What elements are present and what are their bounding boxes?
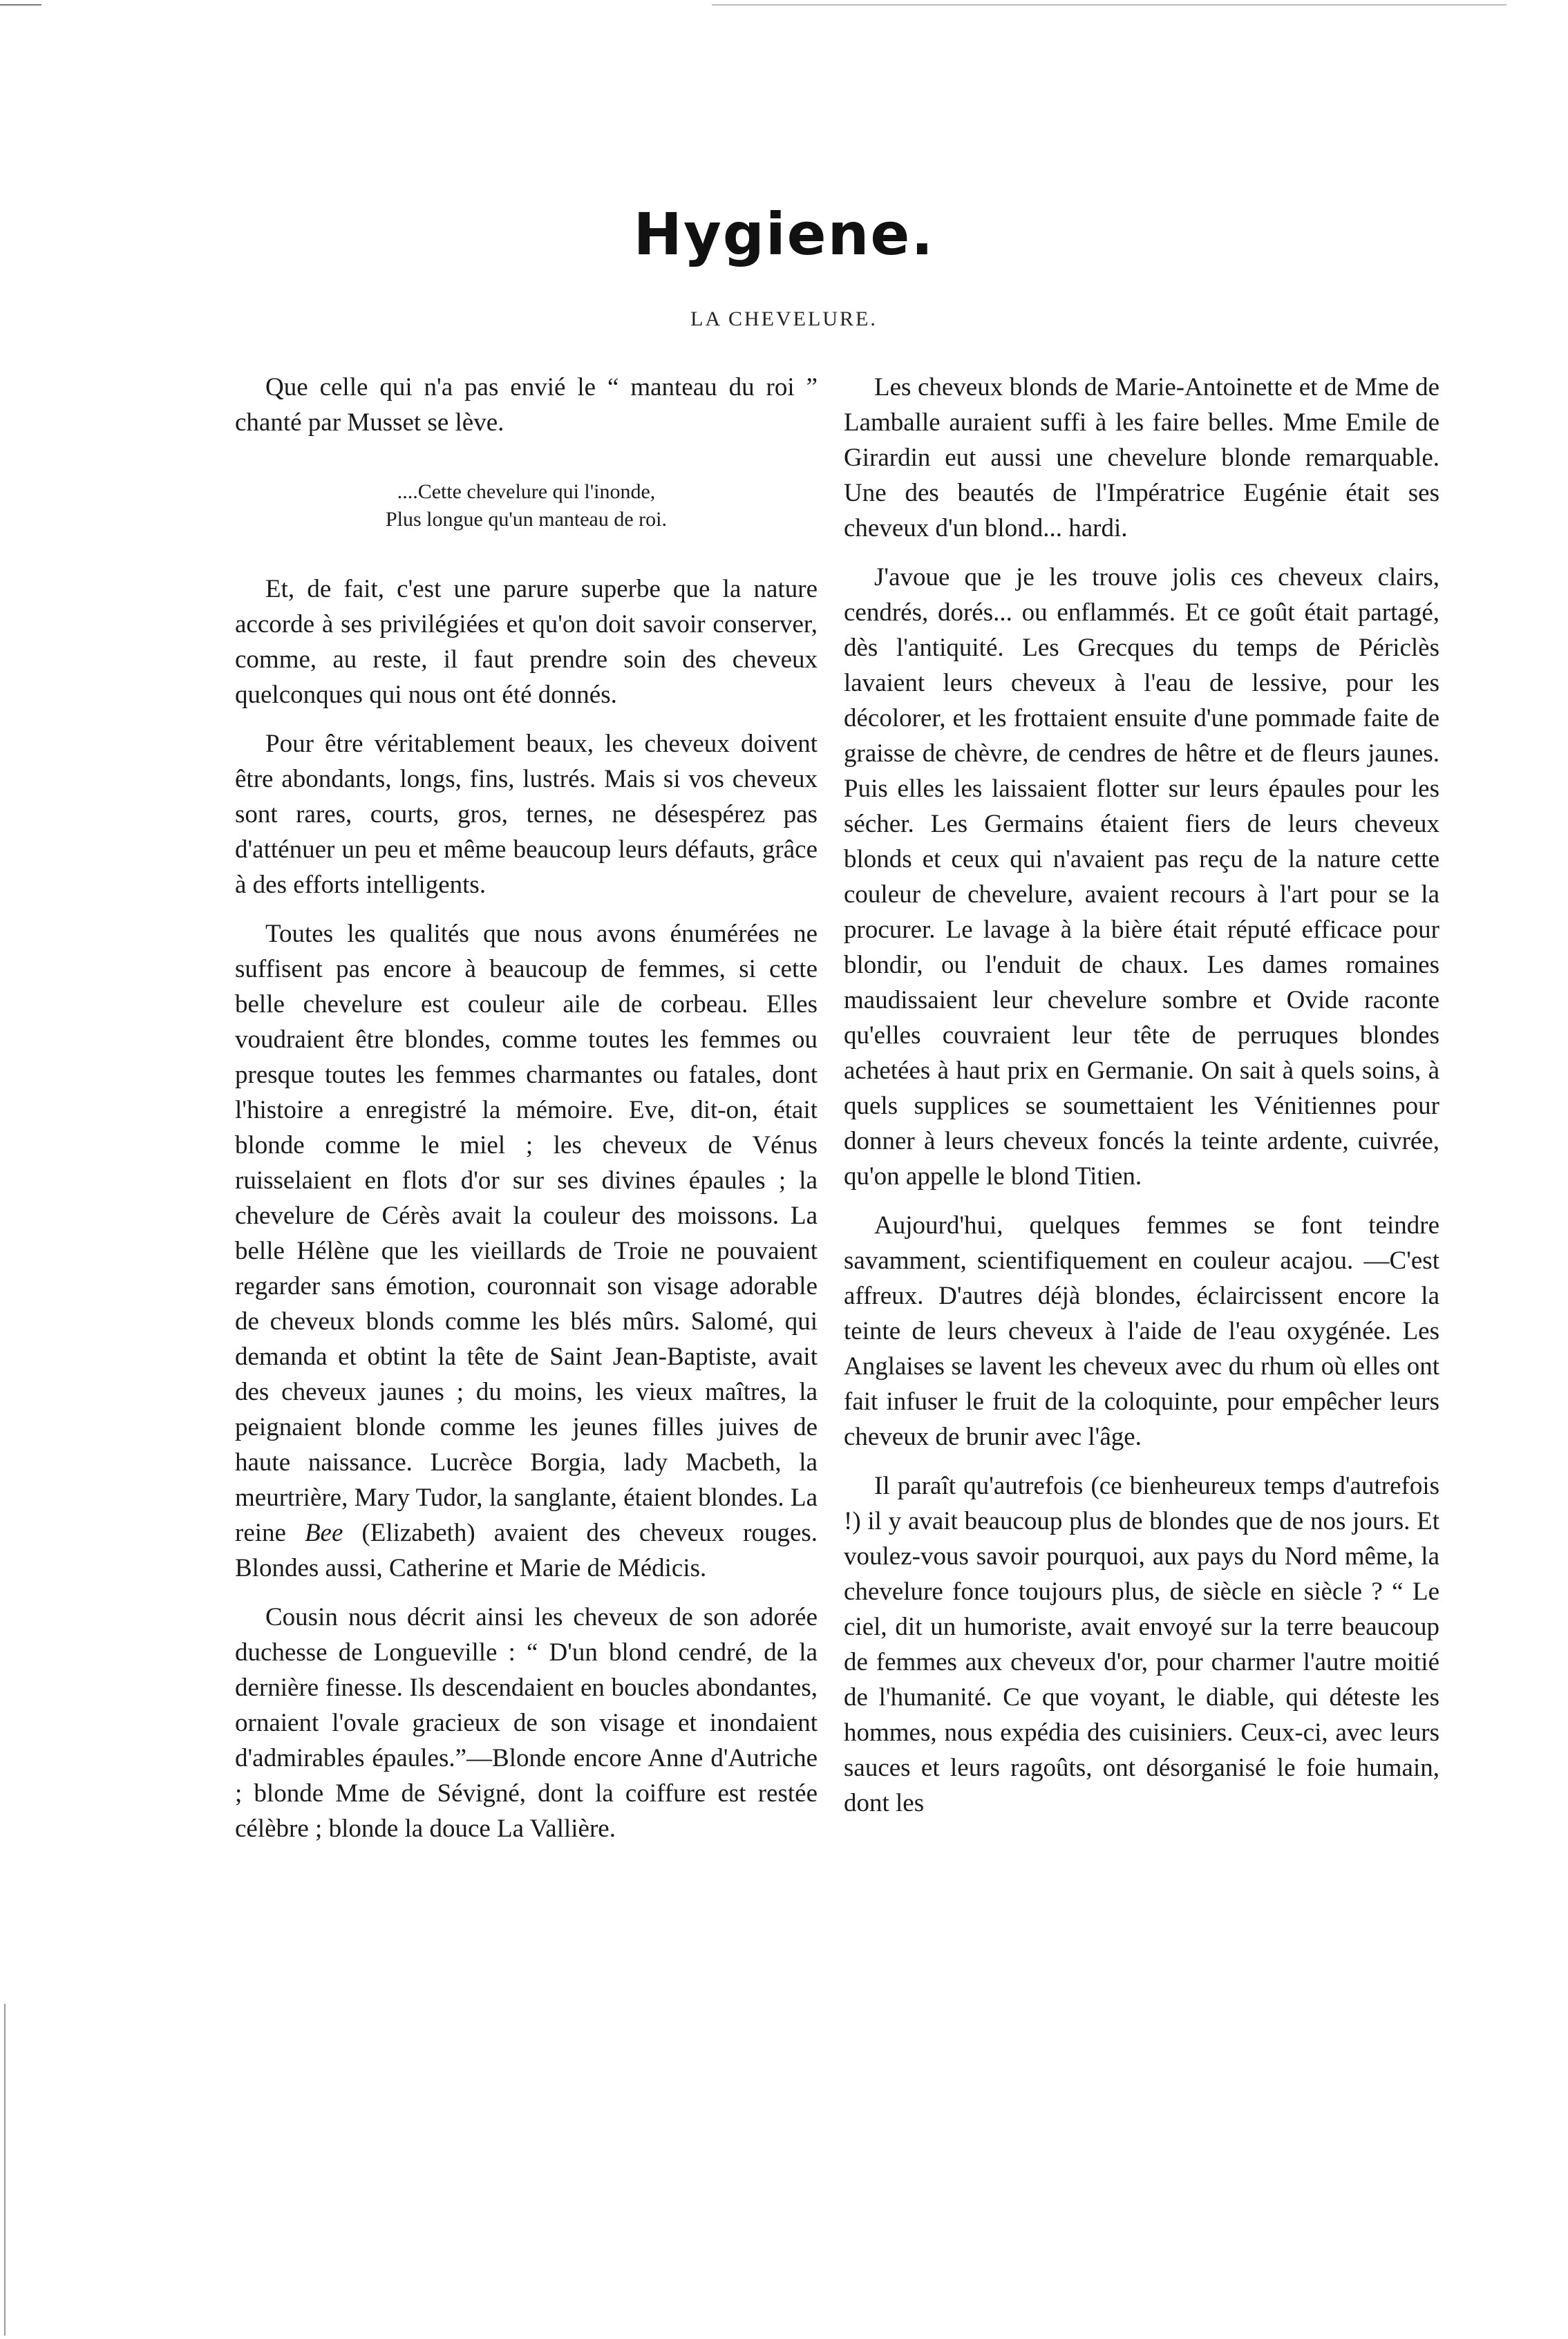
verse-quote xyxy=(235,478,818,533)
paragraph: J'avoue que je les trouve jolis ces cheveux clairs, cendrés, dorés... ou enflammés. Et ce goût était partagé, dès l'antiquité. Les Grecques du temps de Périclès lavaient leurs cheveux à l'eau de lessive, pour les décolorer, et les frottaient ensuite d'une pommade faite de graisse de chèvre, de cendres de hêtre et de fleurs jaunes. Puis elles les laissaient flotter sur leurs épaules pour les sécher. Les Germains étaient fiers de leurs cheveux blonds et ceux qui n'avaient pas reçu de la nature cette couleur de chevelure, avaient recours à l'art pour se la procurer. Le lavage à la bière était réputé efficace pour blondir, ou l'enduit de chaux. Les dames romaines maudissaient leur chevelure sombre et Ovide raconte qu'elles couvraient leur tête de perruques blondes achetées à haut prix en Germanie. On sait à quels soins, à quels supplices se soumettaient les Vénitiennes pour donner à leurs cheveux foncés la teinte ardente, cuivrée, qu'on appelle le blond Titien. xyxy=(844,563,1439,1191)
right-column xyxy=(844,370,1439,1821)
top-edge-rule xyxy=(0,4,41,6)
paragraph: Les cheveux blonds de Marie-Antoinette et de Mme de Lamballe auraient suffi à les faire belles. Mme Emile de Girardin eut aussi une chevelure blonde remarquable. Une des beautés de l'Impératrice Eugénie était ses cheveux d'un blond... hardi. xyxy=(844,373,1439,542)
quote-line: Plus longue qu'un manteau de roi. xyxy=(385,508,667,531)
top-edge-rule xyxy=(712,4,1506,6)
paragraph-text: Toutes les qualités que nous avons énumérées ne suffisent pas encore à beaucoup de femmes, si cette belle chevelure est couleur aile de corbeau. Elles voudraient être blondes, comme toutes les femmes ou presque toutes les femmes charmantes ou fatales, dont l'histoire a enregistré la mémoire. Eve, dit-on, était blonde comme le miel ; les cheveux de Vénus ruisselaient en flots d'or sur ses divines épaules ; la chevelure de Cérès avait la couleur des moissons. La belle Hélène que les vieillards de Troie ne pouvaient regarder sans émotion, couronnait son visage adorable de cheveux blonds comme les blés mûrs. Salomé, qui demanda et obtint la tête de Saint Jean-Baptiste, avait des cheveux jaunes ; du moins, les vieux maîtres, la peignaient blonde comme les jeunes filles juives de haute naissance. Lucrèce Borgia, lady Macbeth, la meurtrière, Mary Tudor, la sanglante, étaient blondes. La reine xyxy=(235,920,818,1547)
paragraph: Il paraît qu'autrefois (ce bienheureux temps d'autrefois !) il y avait beaucoup plus de blondes que de nos jours. Et voulez-vous savoir pourquoi, aux pays du Nord même, la chevelure fonce toujours plus, de siècle en siècle ? “ Le ciel, dit un humoriste, avait envoyé sur la terre beaucoup de femmes aux cheveux d'or, pour charmer l'autre moitié de l'humanité. Ce que voyant, le diable, qui déteste les hommes, nous expédia des cuisiniers. Ceux-ci, avec leurs sauces et leurs ragoûts, ont désorganisé le foie humain, dont les xyxy=(844,1472,1439,1817)
paragraph xyxy=(235,916,818,1586)
left-column xyxy=(235,370,818,1846)
paragraph: Pour être véritablement beaux, les cheveux doivent être abondants, longs, fins, lustrés. Mais si vos cheveux sont rares, courts, gros, ternes, ne désespérez pas d'atténuer un peu et même beaucoup leurs défauts, grâce à des efforts intelligents. xyxy=(235,730,818,899)
article-subtitle: LA CHEVELURE. xyxy=(690,307,878,330)
paragraph: Et, de fait, c'est une parure superbe que la nature accorde à ses privilégiées et qu'on doit savoir conserver, comme, au reste, il faut prendre soin des cheveux quelconques qui nous ont été donnés. xyxy=(235,575,818,709)
left-edge-mark xyxy=(4,2004,6,2336)
intro-paragraph: Que celle qui n'a pas envié le “ manteau du roi ” chanté par Musset se lève. xyxy=(235,373,818,437)
quote-line: ....Cette chevelure qui l'inonde, xyxy=(397,480,656,503)
paragraph: Cousin nous décrit ainsi les cheveux de son adorée duchesse de Longueville : “ D'un blond cendré, de la dernière finesse. Ils descendaient en boucles abondantes, ornaient l'ovale gracieux de son visage et inondaient d'admirables épaules.”—Blonde encore Anne d'Autriche ; blonde Mme de Sévigné, dont la coiffure est restée célèbre ; blonde la douce La Vallière. xyxy=(235,1603,818,1843)
italic-name: Bee xyxy=(304,1519,343,1547)
article-title: Hygiene. xyxy=(633,200,935,268)
paragraph: Aujourd'hui, quelques femmes se font teindre savamment, scientifiquement en couleur acajou. —C'est affreux. D'autres déjà blondes, éclaircissent encore la teinte de leurs cheveux à l'aide de l'eau oxygénée. Les Anglaises se lavent les cheveux avec du rhum où elles ont fait infuser le fruit de la coloquinte, pour empêcher leurs cheveux de brunir avec l'âge. xyxy=(844,1211,1439,1451)
paragraph-text: (Elizabeth) avaient des cheveux rouges. Blondes aussi, Catherine et Marie de Médicis. xyxy=(235,1519,818,1582)
